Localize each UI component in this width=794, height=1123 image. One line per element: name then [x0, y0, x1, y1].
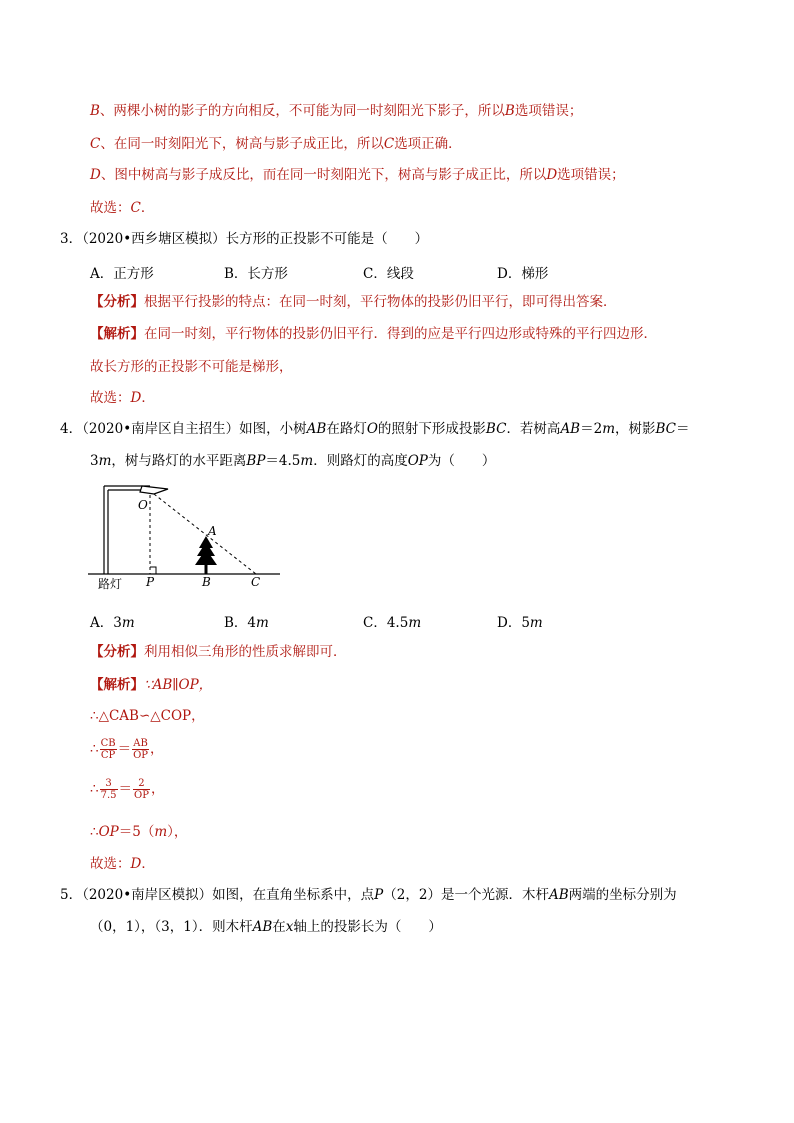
q4-figure — [88, 478, 284, 592]
label-p: P — [146, 575, 155, 589]
q5-stem-line1: 5．（2020•南岸区模拟）如图，在直角坐标系中，点P（2，2）是一个光源．木杆AB两端的坐标分别为 — [60, 887, 677, 903]
q4-stem-line1: 4．（2020•南岸区自主招生）如图，小树AB在路灯O的照射下形成投影BC．若树高AB＝2m，树影BC＝ — [60, 421, 690, 437]
q3-stem: 3．（2020•西乡塘区模拟）长方形的正投影不可能是（ ） — [60, 231, 429, 247]
q3-answer: 故选：D． — [90, 390, 155, 406]
q4-answer: 故选：D． — [90, 856, 155, 872]
q4-solution-step3: ∴ $\frac{CB}{CP}$ ＝ $\frac{AB}{OP}$ ， — [90, 738, 164, 761]
q3-option-a: A．正方形 — [90, 266, 154, 282]
label-o: O — [138, 498, 148, 512]
q4-solution-step5: ∴OP＝5（m）， — [90, 824, 188, 840]
q2-option-c-explanation: C、在同一时刻阳光下，树高与影子成正比，所以C选项正确． — [90, 136, 462, 152]
q4-solution-step1: 【解析】∵AB∥OP， — [90, 677, 213, 693]
right-angle-mark — [150, 567, 156, 574]
q4-option-c: C．4.5m — [363, 615, 422, 631]
q3-analysis: 【分析】根据平行投影的特点：在同一时刻，平行物体的投影仍旧平行，即可得出答案． — [90, 294, 617, 310]
q4-solution-step4: ∴ $\frac{3}{7.5}$ ＝ $\frac{2}{OP}$ ， — [90, 778, 165, 801]
q2-answer: 故选：C． — [90, 200, 155, 216]
q3-option-d: D．梯形 — [497, 266, 549, 282]
q4-stem-line2: 3m，树与路灯的水平距离BP＝4.5m．则路灯的高度OP为（ ） — [90, 453, 496, 469]
q3-conclusion: 故长方形的正投影不可能是梯形， — [90, 359, 293, 375]
label-a: A — [208, 524, 217, 538]
q4-solution-step2: ∴△CAB∽△COP， — [90, 708, 205, 724]
q3-option-b: B．长方形 — [224, 266, 288, 282]
label-c: C — [251, 575, 261, 589]
q2-option-d-explanation: D、图中树高与影子成反比，而在同一时刻阳光下，树高与影子成正比，所以D选项错误； — [90, 167, 625, 183]
tree-icon — [195, 536, 217, 574]
label-b: B — [202, 575, 211, 589]
lamp-head-icon — [140, 486, 168, 494]
q5-stem-line2: （0，1），（3，1）．则木杆AB在x轴上的投影长为（ ） — [90, 919, 442, 935]
q4-option-a: A．3m — [90, 615, 135, 631]
q4-option-b: B．4m — [224, 615, 269, 631]
q3-solution: 【解析】在同一时刻，平行物体的投影仍旧平行．得到的应是平行四边形或特殊的平行四边形． — [90, 326, 657, 342]
q3-option-c: C．线段 — [363, 266, 414, 282]
q4-option-d: D．5m — [497, 615, 543, 631]
label-lamp: 路灯 — [98, 577, 123, 591]
q4-analysis: 【分析】利用相似三角形的性质求解即可． — [90, 644, 347, 660]
q2-option-b-explanation: B、两棵小树的影子的方向相反，不可能为同一时刻阳光下影子，所以B选项错误； — [90, 103, 583, 119]
